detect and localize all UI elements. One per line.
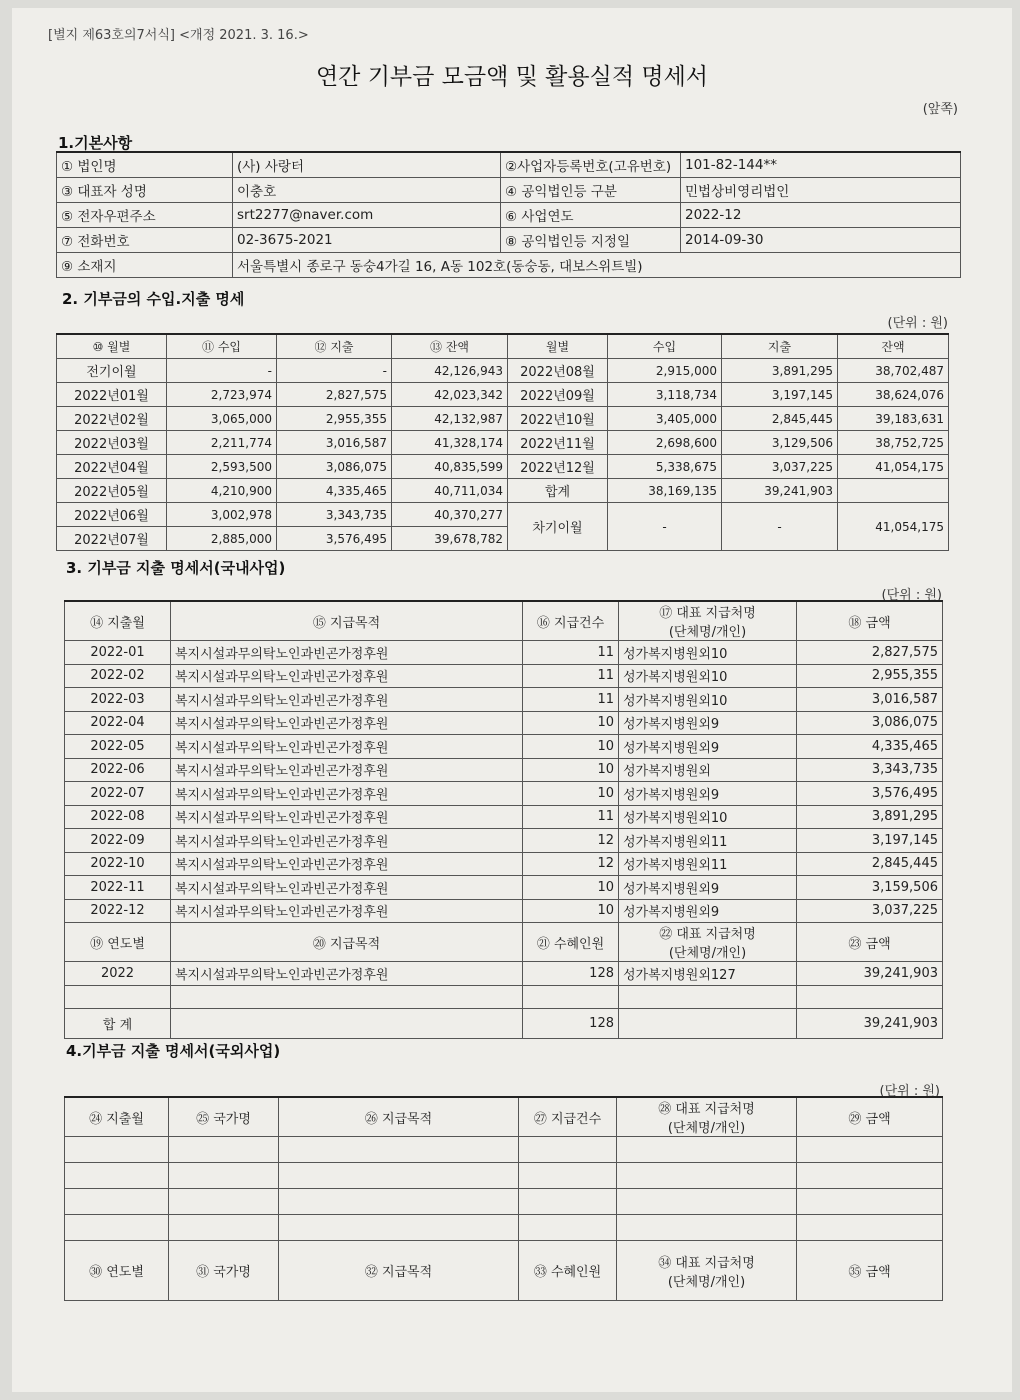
empty-cell <box>617 1215 797 1241</box>
domestic-row <box>65 805 943 829</box>
income-header-row <box>57 334 949 359</box>
domestic-month-cell: 2022-09 <box>65 829 171 853</box>
carry-income-cell: - <box>608 503 722 551</box>
overseas-empty-row <box>65 1163 943 1189</box>
income-expense-cell: 3,016,587 <box>277 431 392 455</box>
empty-cell <box>617 1163 797 1189</box>
income-balance-cell: 38,702,487 <box>838 359 949 383</box>
carry-balance-cell: 41,054,175 <box>838 503 949 551</box>
income-month-cell: 2022년07월 <box>57 527 167 551</box>
basic-info-table <box>56 151 961 278</box>
domestic-purpose-cell: 복지시설과무의탁노인과빈곤가정후원 <box>171 664 523 688</box>
empty-cell <box>65 1215 169 1241</box>
overseas-header-cell: ㉖ 지급목적 <box>279 1097 519 1137</box>
domestic-recipient-cell: 성가복지병원외10 <box>619 664 797 688</box>
income-expense-cell: 3,129,506 <box>722 431 838 455</box>
overseas-year-header-cell: ㉜ 지급목적 <box>279 1241 519 1301</box>
income-month-cell: 2022년12월 <box>508 455 608 479</box>
income-balance-cell: 41,328,174 <box>392 431 508 455</box>
domestic-header-cell: ⑯ 지급건수 <box>523 601 619 641</box>
income-expense-table <box>56 333 949 551</box>
empty-cell <box>797 1215 943 1241</box>
overseas-header-cell: ㉙ 금액 <box>797 1097 943 1137</box>
income-income-cell: 2,885,000 <box>167 527 277 551</box>
carry-month-cell: 차기이월 <box>508 503 608 551</box>
income-row <box>57 383 949 407</box>
domestic-year-count-cell: 128 <box>523 962 619 986</box>
domestic-row <box>65 758 943 782</box>
empty-cell <box>171 985 523 1009</box>
domestic-amount-cell: 3,159,506 <box>797 876 943 900</box>
income-income-cell: 2,698,600 <box>608 431 722 455</box>
domestic-recipient-cell: 성가복지병원외9 <box>619 735 797 759</box>
value-corp-name: (사) 사랑터 <box>233 152 501 178</box>
empty-cell <box>169 1189 279 1215</box>
domestic-month-cell: 2022-04 <box>65 711 171 735</box>
income-expense-cell: 2,827,575 <box>277 383 392 407</box>
domestic-recipient-cell: 성가복지병원외11 <box>619 829 797 853</box>
domestic-recipient-cell: 성가복지병원외9 <box>619 711 797 735</box>
income-expense-cell: 3,576,495 <box>277 527 392 551</box>
overseas-year-header-cell: ㉝ 수혜인원 <box>519 1241 617 1301</box>
domestic-recipient-cell: 성가복지병원외10 <box>619 688 797 712</box>
domestic-header-cell-line: ⑰ 대표 지급처명 <box>659 606 756 621</box>
income-month-cell: 2022년02월 <box>57 407 167 431</box>
overseas-year-header-cell: ㉚ 연도별 <box>65 1241 169 1301</box>
domestic-recipient-cell: 성가복지병원외 <box>619 758 797 782</box>
income-balance-cell: 38,624,076 <box>838 383 949 407</box>
income-month-cell: 2022년10월 <box>508 407 608 431</box>
domestic-header-cell: ⑮ 지급목적 <box>171 601 523 641</box>
overseas-empty-row <box>65 1189 943 1215</box>
income-month-cell: 2022년11월 <box>508 431 608 455</box>
income-balance-cell <box>838 479 949 503</box>
domestic-year-header-row <box>65 923 943 962</box>
income-month-cell: 전기이월 <box>57 359 167 383</box>
empty-cell <box>797 1137 943 1163</box>
income-row <box>57 503 949 527</box>
domestic-total-count: 128 <box>523 1009 619 1039</box>
domestic-total-amount: 39,241,903 <box>797 1009 943 1039</box>
income-expense-cell: 3,037,225 <box>722 455 838 479</box>
domestic-amount-cell: 3,086,075 <box>797 711 943 735</box>
domestic-year-header-cell: ⑲ 연도별 <box>65 923 171 962</box>
income-row <box>57 455 949 479</box>
domestic-total-row <box>65 1009 943 1039</box>
domestic-year-header-cell-line: ㉒ 대표 지급처명 <box>659 927 756 942</box>
empty-cell <box>523 985 619 1009</box>
domestic-month-cell: 2022-06 <box>65 758 171 782</box>
carry-expense-cell: - <box>722 503 838 551</box>
empty-cell <box>619 985 797 1009</box>
income-header-cell: ⑫ 지출 <box>277 334 392 359</box>
domestic-amount-cell: 2,827,575 <box>797 641 943 665</box>
overseas-year-header-cell-line: ㉞ 대표 지급처명 <box>658 1255 755 1271</box>
domestic-month-cell: 2022-02 <box>65 664 171 688</box>
label-ceo: ③ 대표자 성명 <box>57 178 233 203</box>
domestic-month-cell: 2022-05 <box>65 735 171 759</box>
income-month-cell: 2022년08월 <box>508 359 608 383</box>
domestic-row <box>65 876 943 900</box>
income-expense-cell: 3,343,735 <box>277 503 392 527</box>
overseas-header-cell: ㉕ 국가명 <box>169 1097 279 1137</box>
empty-cell <box>169 1215 279 1241</box>
empty-cell <box>171 1009 523 1039</box>
domestic-amount-cell: 2,845,445 <box>797 852 943 876</box>
income-row <box>57 431 949 455</box>
domestic-count-cell: 12 <box>523 852 619 876</box>
domestic-purpose-cell: 복지시설과무의탁노인과빈곤가정후원 <box>171 711 523 735</box>
empty-cell <box>65 985 171 1009</box>
empty-cell <box>519 1137 617 1163</box>
empty-cell <box>617 1137 797 1163</box>
domestic-month-cell: 2022-08 <box>65 805 171 829</box>
domestic-count-cell: 10 <box>523 899 619 923</box>
domestic-month-cell: 2022-10 <box>65 852 171 876</box>
empty-cell <box>65 1137 169 1163</box>
domestic-count-cell: 11 <box>523 641 619 665</box>
income-balance-cell: 39,183,631 <box>838 407 949 431</box>
domestic-row <box>65 899 943 923</box>
domestic-amount-cell: 3,016,587 <box>797 688 943 712</box>
label-biz-number: ②사업자등록번호(고유번호) <box>501 152 681 178</box>
domestic-year-amount-cell: 39,241,903 <box>797 962 943 986</box>
domestic-year-recipient-cell: 성가복지병원외127 <box>619 962 797 986</box>
income-month-cell: 2022년04월 <box>57 455 167 479</box>
income-balance-cell: 42,132,987 <box>392 407 508 431</box>
domestic-purpose-cell: 복지시설과무의탁노인과빈곤가정후원 <box>171 758 523 782</box>
value-ceo: 이충호 <box>233 178 501 203</box>
domestic-recipient-cell: 성가복지병원외9 <box>619 876 797 900</box>
overseas-empty-row <box>65 1137 943 1163</box>
empty-cell <box>519 1189 617 1215</box>
overseas-header-row <box>65 1097 943 1137</box>
income-balance-cell: 41,054,175 <box>838 455 949 479</box>
domestic-year-header-cell: ㉓ 금액 <box>797 923 943 962</box>
form-page <box>12 8 1012 1392</box>
label-address: ⑨ 소재지 <box>57 253 233 278</box>
domestic-row <box>65 782 943 806</box>
domestic-empty-row <box>65 985 943 1009</box>
income-month-cell: 2022년01월 <box>57 383 167 407</box>
section-income-heading: 2. 기부금의 수입.지출 명세 <box>62 290 245 308</box>
domestic-count-cell: 10 <box>523 711 619 735</box>
domestic-count-cell: 10 <box>523 782 619 806</box>
income-income-cell: - <box>167 359 277 383</box>
domestic-purpose-cell: 복지시설과무의탁노인과빈곤가정후원 <box>171 805 523 829</box>
domestic-purpose-cell: 복지시설과무의탁노인과빈곤가정후원 <box>171 735 523 759</box>
domestic-row <box>65 664 943 688</box>
label-business-year: ⑥ 사업연도 <box>501 203 681 228</box>
domestic-year-header-cell: ⑳ 지급목적 <box>171 923 523 962</box>
value-address: 서울특별시 종로구 동숭4가길 16, A동 102호(동숭동, 대보스위트빌) <box>233 253 961 278</box>
section-domestic-heading: 3. 기부금 지출 명세서(국내사업) <box>66 559 286 577</box>
empty-cell <box>519 1215 617 1241</box>
domestic-total-label: 합 계 <box>65 1009 171 1039</box>
domestic-unit: (단위 : 원) <box>881 588 942 603</box>
income-income-cell: 5,338,675 <box>608 455 722 479</box>
domestic-header-row <box>65 601 943 641</box>
overseas-year-header-cell <box>617 1241 797 1301</box>
label-phone: ⑦ 전화번호 <box>57 228 233 253</box>
income-expense-cell: 3,086,075 <box>277 455 392 479</box>
domestic-count-cell: 10 <box>523 876 619 900</box>
income-row <box>57 479 949 503</box>
income-month-cell: 2022년06월 <box>57 503 167 527</box>
value-business-year: 2022-12 <box>681 203 961 228</box>
income-header-cell: 수입 <box>608 334 722 359</box>
domestic-amount-cell: 3,197,145 <box>797 829 943 853</box>
income-income-cell: 3,405,000 <box>608 407 722 431</box>
income-expense-cell: 3,891,295 <box>722 359 838 383</box>
label-email: ⑤ 전자우편주소 <box>57 203 233 228</box>
income-header-cell: ⑪ 수입 <box>167 334 277 359</box>
income-month-cell: 합계 <box>508 479 608 503</box>
domestic-count-cell: 11 <box>523 664 619 688</box>
domestic-month-cell: 2022-12 <box>65 899 171 923</box>
domestic-amount-cell: 3,576,495 <box>797 782 943 806</box>
domestic-purpose-cell: 복지시설과무의탁노인과빈곤가정후원 <box>171 899 523 923</box>
domestic-amount-cell: 3,037,225 <box>797 899 943 923</box>
income-header-cell: 잔액 <box>838 334 949 359</box>
empty-cell <box>797 1163 943 1189</box>
domestic-row <box>65 641 943 665</box>
income-header-cell: 월별 <box>508 334 608 359</box>
empty-cell <box>519 1163 617 1189</box>
label-designated-date: ⑧ 공익법인등 지정일 <box>501 228 681 253</box>
domestic-purpose-cell: 복지시설과무의탁노인과빈곤가정후원 <box>171 852 523 876</box>
overseas-year-header-row <box>65 1241 943 1301</box>
empty-cell <box>279 1189 519 1215</box>
domestic-month-cell: 2022-07 <box>65 782 171 806</box>
value-designated-date: 2014-09-30 <box>681 228 961 253</box>
domestic-amount-cell: 3,891,295 <box>797 805 943 829</box>
income-balance-cell: 38,752,725 <box>838 431 949 455</box>
label-category: ④ 공익법인등 구분 <box>501 178 681 203</box>
empty-cell <box>797 1189 943 1215</box>
domestic-year-header-cell <box>619 923 797 962</box>
domestic-row <box>65 852 943 876</box>
domestic-year-header-cell-line: (단체명/개인) <box>668 946 747 961</box>
domestic-row <box>65 735 943 759</box>
income-row <box>57 407 949 431</box>
empty-cell <box>279 1137 519 1163</box>
empty-cell <box>65 1189 169 1215</box>
income-header-cell: 지출 <box>722 334 838 359</box>
income-income-cell: 3,002,978 <box>167 503 277 527</box>
value-email: srt2277@naver.com <box>233 203 501 228</box>
value-phone: 02-3675-2021 <box>233 228 501 253</box>
income-balance-cell: 40,711,034 <box>392 479 508 503</box>
income-income-cell: 2,915,000 <box>608 359 722 383</box>
income-month-cell: 2022년03월 <box>57 431 167 455</box>
overseas-year-header-cell: ㉛ 국가명 <box>169 1241 279 1301</box>
domestic-recipient-cell: 성가복지병원외11 <box>619 852 797 876</box>
domestic-count-cell: 11 <box>523 805 619 829</box>
income-income-cell: 2,211,774 <box>167 431 277 455</box>
domestic-count-cell: 10 <box>523 735 619 759</box>
domestic-count-cell: 12 <box>523 829 619 853</box>
domestic-recipient-cell: 성가복지병원외10 <box>619 805 797 829</box>
income-income-cell: 38,169,135 <box>608 479 722 503</box>
domestic-purpose-cell: 복지시설과무의탁노인과빈곤가정후원 <box>171 829 523 853</box>
domestic-year-cell: 2022 <box>65 962 171 986</box>
domestic-count-cell: 11 <box>523 688 619 712</box>
domestic-purpose-cell: 복지시설과무의탁노인과빈곤가정후원 <box>171 876 523 900</box>
domestic-header-cell-line: (단체명/개인) <box>668 625 747 640</box>
value-biz-number: 101-82-144** <box>681 152 961 178</box>
domestic-purpose-cell: 복지시설과무의탁노인과빈곤가정후원 <box>171 688 523 712</box>
domestic-header-cell <box>619 601 797 641</box>
domestic-recipient-cell: 성가복지병원외9 <box>619 899 797 923</box>
income-income-cell: 3,065,000 <box>167 407 277 431</box>
domestic-row <box>65 829 943 853</box>
domestic-count-cell: 10 <box>523 758 619 782</box>
income-income-cell: 2,593,500 <box>167 455 277 479</box>
income-expense-cell: 4,335,465 <box>277 479 392 503</box>
income-balance-cell: 39,678,782 <box>392 527 508 551</box>
empty-cell <box>279 1163 519 1189</box>
empty-cell <box>169 1137 279 1163</box>
empty-cell <box>65 1163 169 1189</box>
overseas-header-cell <box>617 1097 797 1137</box>
overseas-header-cell: ㉔ 지출월 <box>65 1097 169 1137</box>
income-expense-cell: 2,955,355 <box>277 407 392 431</box>
domestic-row <box>65 688 943 712</box>
income-expense-cell: 3,197,145 <box>722 383 838 407</box>
overseas-unit: (단위 : 원) <box>879 1084 940 1099</box>
income-expense-cell: - <box>277 359 392 383</box>
income-income-cell: 3,118,734 <box>608 383 722 407</box>
income-unit: (단위 : 원) <box>887 316 948 331</box>
domestic-month-cell: 2022-11 <box>65 876 171 900</box>
empty-cell <box>797 985 943 1009</box>
overseas-empty-row <box>65 1215 943 1241</box>
overseas-header-cell-line: (단체명/개인) <box>667 1121 746 1136</box>
domestic-row <box>65 711 943 735</box>
income-expense-cell: 2,845,445 <box>722 407 838 431</box>
value-category: 민법상비영리법인 <box>681 178 961 203</box>
income-header-cell: ⑩ 월별 <box>57 334 167 359</box>
income-row <box>57 359 949 383</box>
empty-cell <box>279 1215 519 1241</box>
domestic-expense-table <box>64 600 943 1039</box>
overseas-header-cell: ㉗ 지급건수 <box>519 1097 617 1137</box>
domestic-amount-cell: 2,955,355 <box>797 664 943 688</box>
income-month-cell: 2022년05월 <box>57 479 167 503</box>
section-overseas-heading: 4.기부금 지출 명세서(국외사업) <box>66 1042 281 1060</box>
domestic-year-purpose-cell: 복지시설과무의탁노인과빈곤가정후원 <box>171 962 523 986</box>
income-header-cell: ⑬ 잔액 <box>392 334 508 359</box>
domestic-purpose-cell: 복지시설과무의탁노인과빈곤가정후원 <box>171 782 523 806</box>
income-expense-cell: 39,241,903 <box>722 479 838 503</box>
label-corp-name: ① 법인명 <box>57 152 233 178</box>
income-income-cell: 4,210,900 <box>167 479 277 503</box>
domestic-recipient-cell: 성가복지병원외9 <box>619 782 797 806</box>
overseas-year-header-cell-line: (단체명/개인) <box>667 1274 746 1290</box>
domestic-amount-cell: 3,343,735 <box>797 758 943 782</box>
overseas-year-header-cell: ㉟ 금액 <box>797 1241 943 1301</box>
overseas-expense-table <box>64 1096 943 1301</box>
page-title: 연간 기부금 모금액 및 활용실적 명세서 <box>315 64 709 90</box>
domestic-month-cell: 2022-01 <box>65 641 171 665</box>
domestic-year-header-cell: ㉑ 수혜인원 <box>523 923 619 962</box>
income-month-cell: 2022년09월 <box>508 383 608 407</box>
empty-cell <box>619 1009 797 1039</box>
income-income-cell: 2,723,974 <box>167 383 277 407</box>
domestic-year-row <box>65 962 943 986</box>
domestic-header-cell: ⑭ 지출월 <box>65 601 171 641</box>
section-basic-heading: 1.기본사항 <box>58 134 133 152</box>
page-side-label: (앞쪽) <box>922 102 958 117</box>
domestic-month-cell: 2022-03 <box>65 688 171 712</box>
empty-cell <box>169 1163 279 1189</box>
empty-cell <box>617 1189 797 1215</box>
domestic-purpose-cell: 복지시설과무의탁노인과빈곤가정후원 <box>171 641 523 665</box>
form-number: [별지 제63호의7서식] <개정 2021. 3. 16.> <box>48 28 309 43</box>
domestic-header-cell: ⑱ 금액 <box>797 601 943 641</box>
overseas-header-cell-line: ㉘ 대표 지급처명 <box>658 1102 755 1117</box>
income-balance-cell: 40,370,277 <box>392 503 508 527</box>
income-balance-cell: 42,126,943 <box>392 359 508 383</box>
income-balance-cell: 42,023,342 <box>392 383 508 407</box>
domestic-recipient-cell: 성가복지병원외10 <box>619 641 797 665</box>
income-balance-cell: 40,835,599 <box>392 455 508 479</box>
domestic-amount-cell: 4,335,465 <box>797 735 943 759</box>
